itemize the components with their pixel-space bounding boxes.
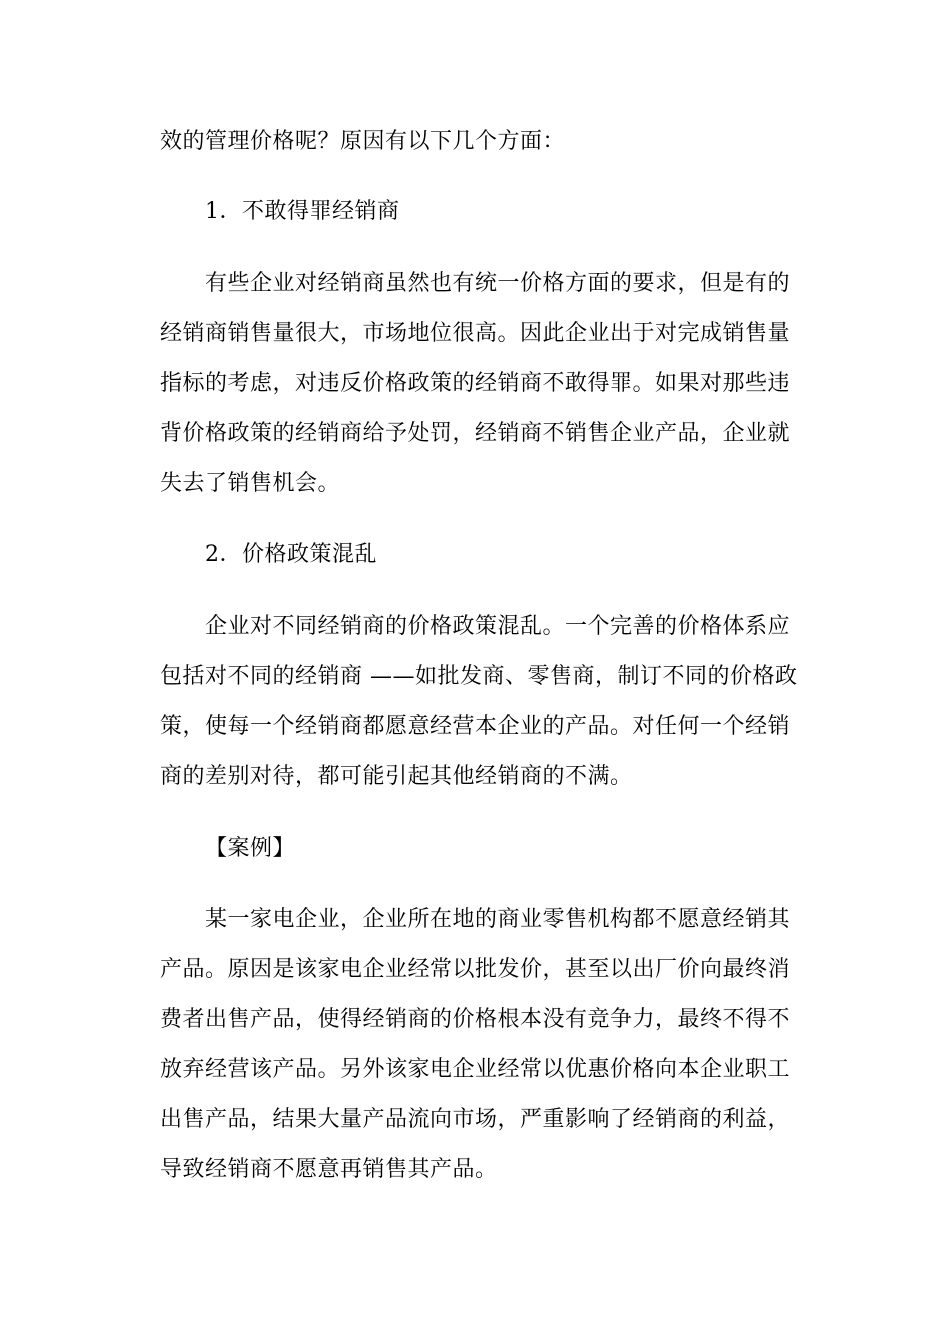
section-heading-2: 2．价格政策混乱 xyxy=(205,542,377,567)
paragraph-2-line-3: 策，使每一个经销商都愿意经营本企业的产品。对任何一个经销 xyxy=(160,714,791,739)
paragraph-1-line-4: 背价格政策的经销商给予处罚，经销商不销售企业产品，企业就 xyxy=(160,421,791,446)
paragraph-3-line-2: 产品。原因是该家电企业经常以批发价，甚至以出厂价向最终消 xyxy=(160,957,791,982)
paragraph-3-line-5: 出售产品，结果大量产品流向市场，严重影响了经销商的利益， xyxy=(160,1107,791,1132)
paragraph-3-line-1: 某一家电企业，企业所在地的商业零售机构都不愿意经销其 xyxy=(205,907,791,932)
case-heading: 【案例】 xyxy=(205,836,296,861)
paragraph-2-line-4: 商的差别对待，都可能引起其他经销商的不满。 xyxy=(160,764,633,789)
continuation-line: 效的管理价格呢？原因有以下几个方面： xyxy=(160,129,566,154)
paragraph-2-line-2: 包括对不同的经销商 ——如批发商、零售商，制订不同的价格政 xyxy=(160,664,798,689)
paragraph-1-line-3: 指标的考虑，对违反价格政策的经销商不敢得罪。如果对那些违 xyxy=(160,371,791,396)
paragraph-3-line-3: 费者出售产品，使得经销商的价格根本没有竞争力，最终不得不 xyxy=(160,1007,791,1032)
paragraph-1-line-2: 经销商销售量很大，市场地位很高。因此企业出于对完成销售量 xyxy=(160,321,791,346)
paragraph-1-line-1: 有些企业对经销商虽然也有统一价格方面的要求，但是有的 xyxy=(205,271,791,296)
paragraph-3-line-4: 放弃经营该产品。另外该家电企业经常以优惠价格向本企业职工 xyxy=(160,1057,791,1082)
paragraph-1-line-5: 失去了销售机会。 xyxy=(160,471,341,496)
section-heading-1: 1．不敢得罪经销商 xyxy=(205,199,400,224)
paragraph-3-line-6: 导致经销商不愿意再销售其产品。 xyxy=(160,1157,498,1182)
paragraph-2-line-1: 企业对不同经销商的价格政策混乱。一个完善的价格体系应 xyxy=(205,614,791,639)
